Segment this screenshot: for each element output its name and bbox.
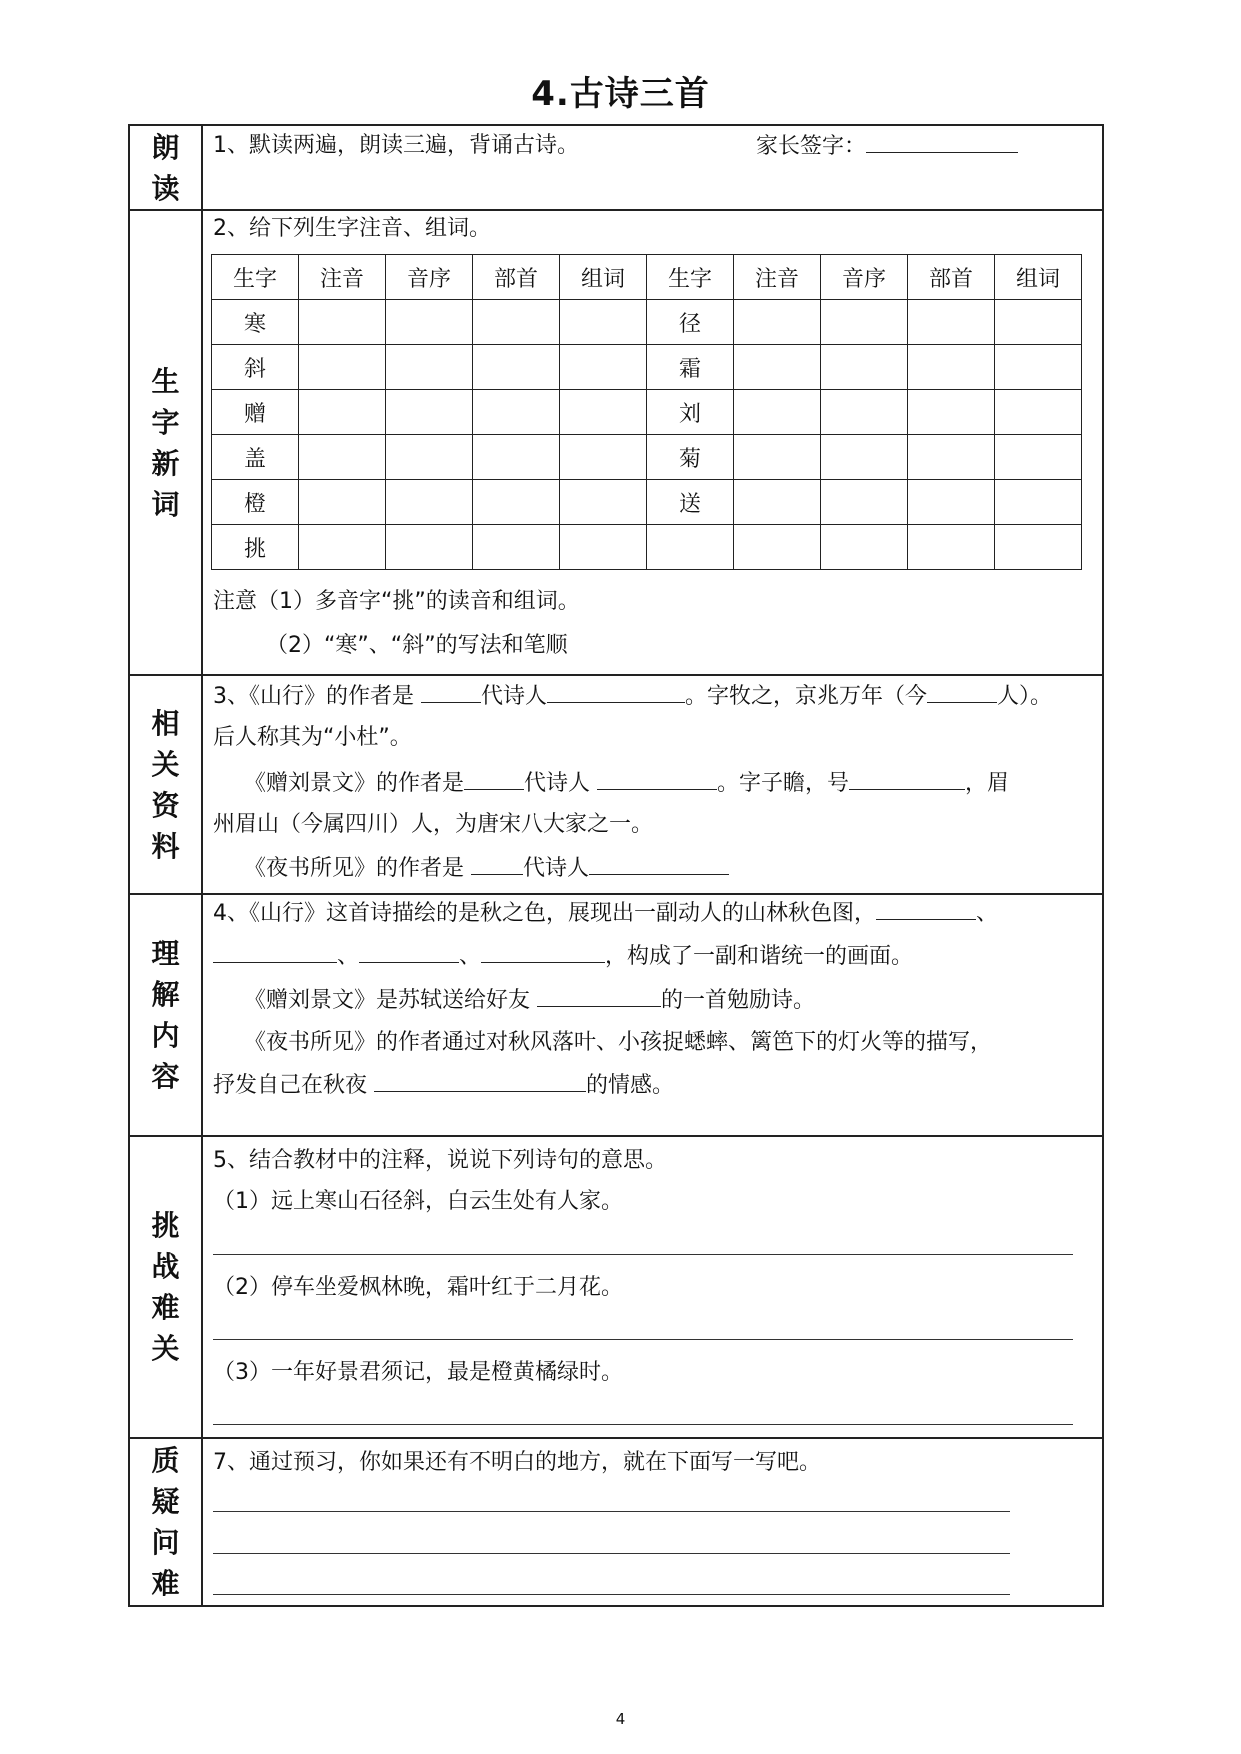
understanding-line-5: 抒发自己在秋夜 的情感。 — [213, 1069, 674, 1102]
section-label-understanding: 理解内容 — [151, 937, 180, 1093]
row-divider — [130, 209, 1102, 211]
parent-signature — [756, 130, 1018, 163]
answer-cell[interactable] — [299, 300, 386, 345]
answer-line[interactable] — [213, 1339, 1073, 1340]
challenge-instruction: 5、结合教材中的注释，说说下列诗句的意思。 — [213, 1148, 667, 1173]
answer-cell[interactable] — [386, 390, 473, 435]
answer-cell[interactable] — [560, 345, 647, 390]
answer-cell[interactable] — [473, 435, 560, 480]
understanding-line-1: 4、《山行》这首诗描绘的是秋之色，展现出一副动人的山林秋色图， 、 — [213, 897, 998, 930]
section-label-questions: 质疑问难 — [151, 1444, 180, 1600]
answer-cell[interactable] — [821, 390, 908, 435]
section-label-reading: 朗读 — [151, 130, 180, 205]
section-label-materials: 相关资料 — [151, 706, 180, 863]
header-cell: 部首 — [908, 255, 995, 300]
answer-cell[interactable] — [560, 435, 647, 480]
answer-cell[interactable] — [821, 300, 908, 345]
poem-line-3: （3）一年好景君须记，最是橙黄橘绿时。 — [213, 1360, 623, 1385]
header-cell: 生字 — [212, 255, 299, 300]
answer-cell[interactable] — [821, 435, 908, 480]
answer-cell[interactable] — [386, 435, 473, 480]
answer-cell[interactable] — [473, 390, 560, 435]
note-stroke-order: （2）“寒”、“斜”的写法和笔顺 — [266, 633, 568, 658]
answer-cell[interactable] — [560, 300, 647, 345]
answer-cell[interactable] — [908, 480, 995, 525]
materials-line-1: 3、《山行》的作者是 代诗人 。字牧之，京兆万年（今 人）。 — [213, 680, 1052, 713]
answer-cell[interactable] — [734, 300, 821, 345]
questions-instruction: 7、通过预习，你如果还有不明白的地方，就在下面写一写吧。 — [213, 1450, 821, 1475]
char-cell: 菊 — [647, 435, 734, 480]
answer-cell[interactable] — [908, 435, 995, 480]
friend-blank[interactable] — [537, 984, 661, 1007]
answer-cell[interactable] — [386, 345, 473, 390]
answer-cell[interactable] — [821, 525, 908, 570]
label-column-divider — [201, 126, 203, 1605]
row-divider — [130, 893, 1102, 895]
answer-blank[interactable] — [359, 940, 459, 963]
char-cell: 橙 — [212, 480, 299, 525]
poem-line-2: （2）停车坐爱枫林晚，霜叶红于二月花。 — [213, 1275, 623, 1300]
answer-cell[interactable] — [908, 345, 995, 390]
answer-cell[interactable] — [299, 435, 386, 480]
header-cell: 组词 — [560, 255, 647, 300]
dynasty-blank[interactable] — [471, 852, 523, 875]
answer-line[interactable] — [213, 1424, 1073, 1425]
table-row — [212, 300, 1082, 345]
materials-line-5: 《夜书所见》的作者是 代诗人 — [244, 852, 729, 885]
char-cell: 送 — [647, 480, 734, 525]
answer-blank[interactable] — [876, 897, 976, 920]
header-cell: 音序 — [821, 255, 908, 300]
header-cell: 注音 — [299, 255, 386, 300]
poem-line-1: （1）远上寒山石径斜，白云生处有人家。 — [213, 1189, 623, 1214]
answer-cell[interactable] — [473, 345, 560, 390]
answer-cell[interactable] — [299, 525, 386, 570]
answer-cell[interactable] — [995, 480, 1082, 525]
answer-cell[interactable] — [386, 480, 473, 525]
answer-cell[interactable] — [734, 390, 821, 435]
poet-blank[interactable] — [547, 680, 685, 703]
answer-cell[interactable] — [821, 345, 908, 390]
page-number: 4 — [615, 1710, 626, 1728]
emotion-blank[interactable] — [374, 1069, 586, 1092]
answer-cell[interactable] — [995, 435, 1082, 480]
char-cell — [647, 525, 734, 570]
answer-cell[interactable] — [734, 435, 821, 480]
hometown-blank[interactable] — [927, 680, 997, 703]
answer-cell[interactable] — [908, 300, 995, 345]
header-cell: 生字 — [647, 255, 734, 300]
row-divider — [130, 674, 1102, 676]
row-divider — [130, 1437, 1102, 1439]
char-cell: 寒 — [212, 300, 299, 345]
char-cell: 径 — [647, 300, 734, 345]
header-cell: 部首 — [473, 255, 560, 300]
table-row — [212, 345, 1082, 390]
understanding-line-4: 《夜书所见》的作者通过对秋风落叶、小孩捉蟋蟀、篱笆下的灯火等的描写， — [244, 1030, 993, 1055]
table-row — [212, 435, 1082, 480]
answer-cell[interactable] — [908, 525, 995, 570]
row-divider — [130, 1135, 1102, 1137]
reading-instruction: 1、默读两遍，朗读三遍，背诵古诗。 — [213, 133, 579, 158]
answer-blank[interactable] — [481, 940, 605, 963]
materials-line-2: 后人称其为“小杜”。 — [213, 725, 412, 750]
char-cell: 刘 — [647, 390, 734, 435]
char-cell: 斜 — [212, 345, 299, 390]
table-row — [212, 525, 1082, 570]
answer-cell[interactable] — [473, 525, 560, 570]
answer-cell[interactable] — [995, 525, 1082, 570]
answer-cell[interactable] — [299, 390, 386, 435]
answer-cell[interactable] — [473, 300, 560, 345]
char-cell: 挑 — [212, 525, 299, 570]
answer-cell[interactable] — [560, 525, 647, 570]
answer-blank[interactable] — [213, 940, 337, 963]
answer-cell[interactable] — [734, 525, 821, 570]
pen-name-blank[interactable] — [849, 767, 965, 790]
signature-blank[interactable] — [866, 130, 1018, 153]
answer-cell[interactable] — [386, 525, 473, 570]
table-header-row — [212, 255, 1082, 300]
poet-blank[interactable] — [597, 767, 717, 790]
table-row — [212, 390, 1082, 435]
understanding-line-3: 《赠刘景文》是苏轼送给好友 的一首勉励诗。 — [244, 984, 815, 1017]
header-cell: 组词 — [995, 255, 1082, 300]
answer-cell[interactable] — [299, 480, 386, 525]
answer-line[interactable] — [213, 1254, 1073, 1255]
char-cell: 霜 — [647, 345, 734, 390]
char-cell: 赠 — [212, 390, 299, 435]
poet-blank[interactable] — [589, 852, 729, 875]
header-cell: 音序 — [386, 255, 473, 300]
answer-cell[interactable] — [386, 300, 473, 345]
note-polyphone: 注意（1）多音字“挑”的读音和组词。 — [213, 589, 580, 614]
answer-line[interactable] — [213, 1511, 1010, 1512]
parent-signature-label: 家长签字： — [756, 134, 867, 159]
char-cell: 盖 — [212, 435, 299, 480]
materials-line-3: 《赠刘景文》的作者是 代诗人 。字子瞻，号 ，眉 — [244, 767, 1009, 800]
answer-line[interactable] — [213, 1594, 1010, 1595]
answer-cell[interactable] — [908, 390, 995, 435]
new-words-instruction: 2、给下列生字注音、组词。 — [213, 216, 491, 241]
answer-cell[interactable] — [821, 480, 908, 525]
answer-cell[interactable] — [560, 390, 647, 435]
character-table — [211, 254, 1082, 570]
answer-cell[interactable] — [473, 480, 560, 525]
materials-line-4: 州眉山（今属四川）人，为唐宋八大家之一。 — [213, 812, 654, 837]
answer-cell[interactable] — [299, 345, 386, 390]
header-cell: 注音 — [734, 255, 821, 300]
page-title: 4.古诗三首 — [531, 74, 710, 114]
table-row — [212, 480, 1082, 525]
understanding-line-2: 、 、 ，构成了一副和谐统一的画面。 — [213, 940, 913, 973]
section-label-new-words: 生字新词 — [151, 364, 180, 521]
answer-cell[interactable] — [734, 345, 821, 390]
answer-cell[interactable] — [995, 300, 1082, 345]
dynasty-blank[interactable] — [464, 767, 524, 790]
answer-cell[interactable] — [995, 390, 1082, 435]
answer-cell[interactable] — [560, 480, 647, 525]
answer-line[interactable] — [213, 1553, 1010, 1554]
dynasty-blank[interactable] — [421, 680, 481, 703]
answer-cell[interactable] — [995, 345, 1082, 390]
section-label-challenge: 挑战难关 — [151, 1209, 180, 1365]
answer-cell[interactable] — [734, 480, 821, 525]
